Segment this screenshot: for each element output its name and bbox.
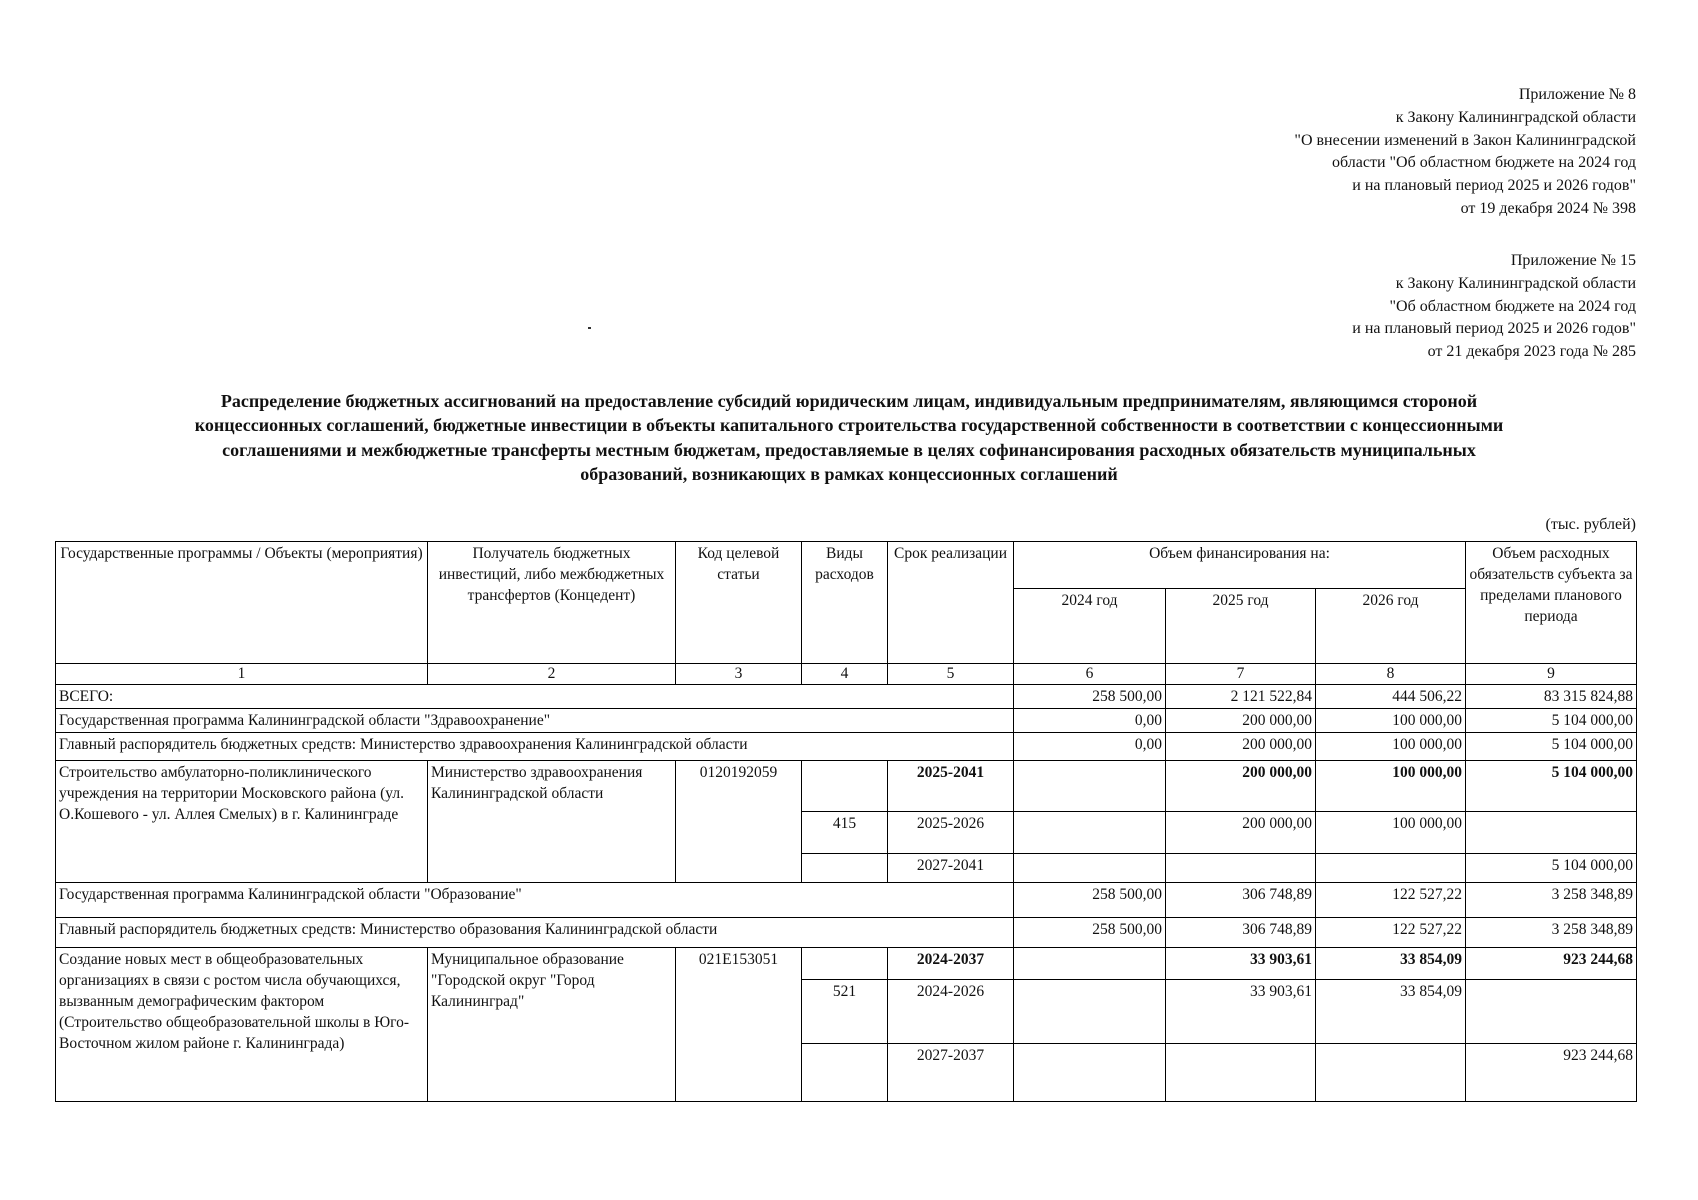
manager-2026: 122 527,22 (1316, 918, 1466, 948)
appendix-8-line: и на плановый период 2025 и 2026 годов" (1352, 177, 1636, 195)
header-recipient: Получатель бюджетных инвестиций, либо межбюджетных трансфертов (Концедент) (428, 542, 676, 664)
appendix-8-line: области "Об областном бюджете на 2024 год (1332, 154, 1636, 172)
object-recipient: Муниципальное образование "Городской округ "Город Калининград" (428, 948, 676, 1102)
value-beyond: 923 244,68 (1466, 1044, 1637, 1102)
object-code: 021E153051 (676, 948, 802, 1102)
manager-2026: 100 000,00 (1316, 733, 1466, 761)
title-line: концессионных соглашений, бюджетные инвестиции в объекты капитального строительства государственной собственности в соответствии с концессионными (194, 415, 1504, 436)
value-2026: 33 854,09 (1316, 980, 1466, 1044)
expense-type (802, 854, 888, 883)
term: 2027-2037 (888, 1044, 1014, 1102)
manager-label: Главный распорядитель бюджетных средств: Министерство образования Калининградской области (56, 918, 1014, 948)
title-line: соглашениями и межбюджетные трансферты местным бюджетам, предоставляемые в целях софинансирования расходных обязательств муниципальных (222, 439, 1476, 460)
value-2025: 33 903,61 (1166, 980, 1316, 1044)
manager-2024: 258 500,00 (1014, 918, 1166, 948)
manager-2024: 0,00 (1014, 733, 1166, 761)
total-2026: 444 506,22 (1316, 685, 1466, 709)
term: 2025-2041 (888, 761, 1014, 812)
program-2026: 122 527,22 (1316, 883, 1466, 918)
column-index: 8 (1316, 664, 1466, 685)
value-2024 (1014, 1044, 1166, 1102)
value-2026 (1316, 854, 1466, 883)
column-index: 2 (428, 664, 676, 685)
value-beyond (1466, 812, 1637, 854)
value-2025 (1166, 854, 1316, 883)
column-index-row (56, 664, 1637, 685)
column-index: 5 (888, 664, 1014, 685)
appendix-8-line: Приложение № 8 (1518, 86, 1636, 103)
total-2024: 258 500,00 (1014, 685, 1166, 709)
appendix-8-line: от 19 декабря 2024 № 398 (1460, 199, 1636, 217)
appendix-8-line: "О внесении изменений в Закон Калининградской (1294, 131, 1636, 149)
education-manager-row (56, 918, 1637, 948)
program-label: Государственная программа Калининградской области "Образование" (56, 883, 1014, 918)
header-financing: Объем финансирования на: (1014, 542, 1466, 589)
column-index: 9 (1466, 664, 1637, 685)
program-beyond: 3 258 348,89 (1466, 883, 1637, 918)
value-2024 (1014, 980, 1166, 1044)
program-2024: 258 500,00 (1014, 883, 1166, 918)
value-2026: 100 000,00 (1316, 761, 1466, 812)
program-2025: 200 000,00 (1166, 709, 1316, 733)
expense-type: 415 (802, 812, 888, 854)
header-programs: Государственные программы / Объекты (мероприятия) (56, 542, 428, 664)
total-row (56, 685, 1637, 709)
document-title (78, 389, 1620, 487)
object-code: 0120192059 (676, 761, 802, 883)
column-index: 1 (56, 664, 428, 685)
value-2024 (1014, 812, 1166, 854)
header-types: Виды расходов (802, 542, 888, 664)
value-2024 (1014, 761, 1166, 812)
program-label: Государственная программа Калининградской области "Здравоохранение" (56, 709, 1014, 733)
column-index: 4 (802, 664, 888, 685)
column-index: 7 (1166, 664, 1316, 685)
appendix-15-line: Приложение № 15 (1510, 252, 1636, 269)
value-2025 (1166, 1044, 1316, 1102)
manager-2025: 306 748,89 (1166, 918, 1316, 948)
title-line: образований, возникающих в рамках концессионных соглашений (580, 464, 1118, 485)
object-name: Строительство амбулаторно-поликлинического учреждения на территории Московского района (ул. О.Кошевого - ул. Аллея Смелых) в г. Калининграде (56, 761, 428, 883)
total-label: ВСЕГО: (56, 685, 1014, 709)
scan-speck (588, 327, 591, 329)
column-index: 3 (676, 664, 802, 685)
appendix-15-line: и на плановый период 2025 и 2026 годов" (1352, 320, 1636, 338)
expense-type (802, 761, 888, 812)
header-beyond: Объем расходных обязательств субъекта за пределами планового периода (1466, 542, 1637, 664)
program-beyond: 5 104 000,00 (1466, 709, 1637, 733)
value-2025: 200 000,00 (1166, 812, 1316, 854)
expense-type: 521 (802, 980, 888, 1044)
header-2026: 2026 год (1316, 589, 1466, 664)
education-program-row (56, 883, 1637, 918)
header-2024: 2024 год (1014, 589, 1166, 664)
value-2026: 33 854,09 (1316, 948, 1466, 980)
manager-label: Главный распорядитель бюджетных средств: Министерство здравоохранения Калининградской области (56, 733, 1014, 761)
header-code: Код целевой статьи (676, 542, 802, 664)
expense-type (802, 1044, 888, 1102)
object-name: Создание новых мест в общеобразовательных организациях в связи с ростом числа обучающихся, вызванным демографическим фактором (Строительство общеобразовательной школы в Юго-Восточном жилом районе г. Калининграда) (56, 948, 428, 1102)
value-beyond (1466, 980, 1637, 1044)
value-beyond: 5 104 000,00 (1466, 761, 1637, 812)
health-manager-row (56, 733, 1637, 761)
budget-table (55, 541, 1637, 1102)
expense-type (802, 948, 888, 980)
total-2025: 2 121 522,84 (1166, 685, 1316, 709)
appendix-15-line: от 21 декабря 2023 года № 285 (1427, 343, 1636, 361)
title-line: Распределение бюджетных ассигнований на предоставление субсидий юридическим лицам, индивидуальным предпринимателям, являющимся стороной (220, 391, 1478, 411)
manager-2025: 200 000,00 (1166, 733, 1316, 761)
education-object-row (56, 948, 1637, 980)
program-2025: 306 748,89 (1166, 883, 1316, 918)
program-2024: 0,00 (1014, 709, 1166, 733)
appendix-15-block (1352, 250, 1636, 364)
manager-beyond: 3 258 348,89 (1466, 918, 1637, 948)
appendix-8-block (1294, 84, 1636, 221)
total-beyond: 83 315 824,88 (1466, 685, 1637, 709)
term: 2024-2037 (888, 948, 1014, 980)
program-2026: 100 000,00 (1316, 709, 1466, 733)
object-recipient: Министерство здравоохранения Калининградской области (428, 761, 676, 883)
value-2026: 100 000,00 (1316, 812, 1466, 854)
term: 2027-2041 (888, 854, 1014, 883)
value-2025: 33 903,61 (1166, 948, 1316, 980)
value-beyond: 923 244,68 (1466, 948, 1637, 980)
term: 2024-2026 (888, 980, 1014, 1044)
value-beyond: 5 104 000,00 (1466, 854, 1637, 883)
column-index: 6 (1014, 664, 1166, 685)
health-object-row (56, 761, 1637, 812)
value-2025: 200 000,00 (1166, 761, 1316, 812)
appendix-15-line: "Об областном бюджете на 2024 год (1389, 297, 1636, 315)
appendix-15-line: к Закону Калининградской области (1395, 274, 1636, 292)
header-row (56, 542, 1637, 589)
appendix-8-line: к Закону Калининградской области (1395, 108, 1636, 126)
units-label: (тыс. рублей) (1545, 516, 1636, 533)
manager-beyond: 5 104 000,00 (1466, 733, 1637, 761)
header-2025: 2025 год (1166, 589, 1316, 664)
term: 2025-2026 (888, 812, 1014, 854)
value-2024 (1014, 948, 1166, 980)
value-2026 (1316, 1044, 1466, 1102)
header-term: Срок реализации (888, 542, 1014, 664)
value-2024 (1014, 854, 1166, 883)
health-program-row (56, 709, 1637, 733)
